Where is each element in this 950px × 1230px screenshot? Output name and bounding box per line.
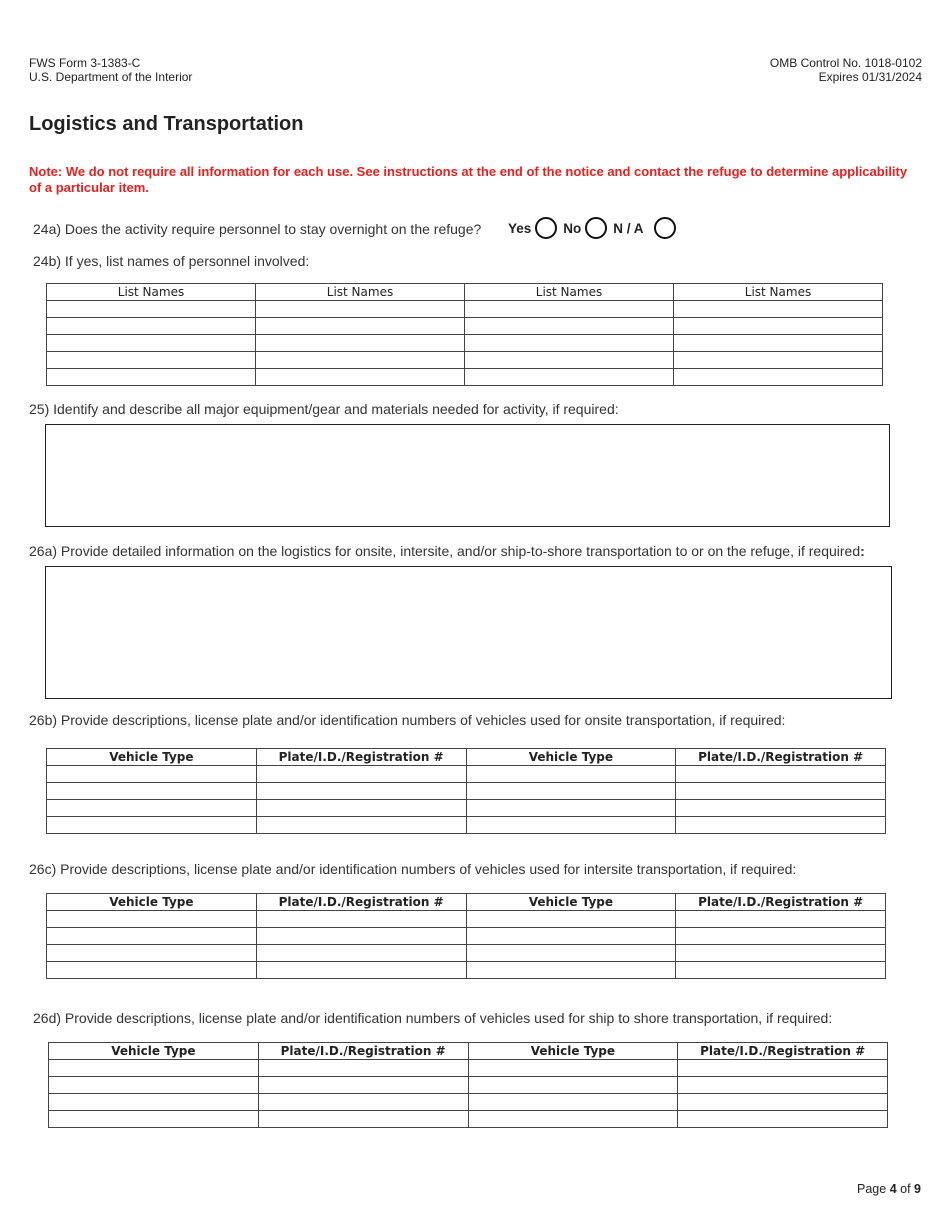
table-cell[interactable] xyxy=(47,817,257,834)
column-header: Plate/I.D./Registration # xyxy=(676,894,886,911)
table-row xyxy=(47,962,886,979)
table-cell[interactable] xyxy=(49,1111,259,1128)
equipment-description-textarea[interactable] xyxy=(45,424,890,527)
table-cell[interactable] xyxy=(49,1077,259,1094)
table-cell[interactable] xyxy=(465,318,674,335)
question-24a: 24a) Does the activity require personnel to stay overnight on the refuge? xyxy=(33,221,482,237)
department-name: U.S. Department of the Interior xyxy=(29,70,193,84)
table-cell[interactable] xyxy=(256,928,466,945)
table-cell[interactable] xyxy=(465,335,674,352)
table-cell[interactable] xyxy=(466,766,676,783)
column-header: Vehicle Type xyxy=(49,1043,259,1060)
table-cell[interactable] xyxy=(47,962,257,979)
table-cell[interactable] xyxy=(256,817,466,834)
table-cell[interactable] xyxy=(466,962,676,979)
table-cell[interactable] xyxy=(676,817,886,834)
column-header: Plate/I.D./Registration # xyxy=(678,1043,888,1060)
column-header: Vehicle Type xyxy=(47,894,257,911)
table-cell[interactable] xyxy=(674,318,883,335)
column-header: List Names xyxy=(256,284,465,301)
table-cell[interactable] xyxy=(674,369,883,386)
radio-label-no: No xyxy=(563,220,582,236)
page-title: Logistics and Transportation xyxy=(29,113,304,135)
table-cell[interactable] xyxy=(466,945,676,962)
table-cell[interactable] xyxy=(47,800,257,817)
table-row xyxy=(47,301,883,318)
radio-label-yes: Yes xyxy=(508,220,532,236)
column-header: List Names xyxy=(465,284,674,301)
column-header: Plate/I.D./Registration # xyxy=(256,749,466,766)
table-cell[interactable] xyxy=(466,928,676,945)
table-row xyxy=(49,1060,888,1077)
table-cell[interactable] xyxy=(678,1077,888,1094)
form-header-left xyxy=(29,56,192,84)
table-cell[interactable] xyxy=(468,1060,678,1077)
table-cell[interactable] xyxy=(468,1111,678,1128)
table-cell[interactable] xyxy=(256,335,465,352)
table-cell[interactable] xyxy=(468,1094,678,1111)
table-cell[interactable] xyxy=(258,1094,468,1111)
logistics-description-textarea[interactable] xyxy=(45,566,892,699)
table-cell[interactable] xyxy=(674,301,883,318)
page-of: of xyxy=(900,1182,911,1196)
table-row xyxy=(47,335,883,352)
table-cell[interactable] xyxy=(47,911,257,928)
page-prefix: Page xyxy=(857,1182,887,1196)
ship-to-shore-vehicles-table xyxy=(48,1042,888,1128)
column-header: Vehicle Type xyxy=(47,749,257,766)
table-row xyxy=(49,1077,888,1094)
form-id: FWS Form 3-1383-C xyxy=(29,56,141,70)
table-cell[interactable] xyxy=(49,1060,259,1077)
column-header: Plate/I.D./Registration # xyxy=(676,749,886,766)
table-row xyxy=(47,945,886,962)
table-cell[interactable] xyxy=(676,945,886,962)
question-26a xyxy=(29,543,865,559)
table-cell[interactable] xyxy=(676,783,886,800)
table-cell[interactable] xyxy=(258,1111,468,1128)
table-cell[interactable] xyxy=(465,369,674,386)
table-cell[interactable] xyxy=(256,962,466,979)
table-header-row xyxy=(49,1043,888,1060)
column-header: List Names xyxy=(674,284,883,301)
table-cell[interactable] xyxy=(678,1094,888,1111)
question-26a-colon: : xyxy=(860,543,865,559)
table-header-row xyxy=(47,749,886,766)
table-cell[interactable] xyxy=(258,1060,468,1077)
table-cell[interactable] xyxy=(678,1111,888,1128)
table-cell[interactable] xyxy=(256,945,466,962)
table-cell[interactable] xyxy=(256,911,466,928)
table-row xyxy=(49,1111,888,1128)
intersite-vehicles-table xyxy=(46,893,886,979)
table-cell[interactable] xyxy=(256,318,465,335)
table-cell[interactable] xyxy=(678,1060,888,1077)
table-cell[interactable] xyxy=(47,335,256,352)
table-cell[interactable] xyxy=(676,962,886,979)
table-cell[interactable] xyxy=(466,800,676,817)
table-cell[interactable] xyxy=(676,800,886,817)
table-header-row xyxy=(47,894,886,911)
table-header-row xyxy=(47,284,883,301)
table-row xyxy=(47,911,886,928)
radio-label-na: N / A xyxy=(613,220,644,236)
page-current: 4 xyxy=(889,1182,897,1196)
table-cell[interactable] xyxy=(47,318,256,335)
column-header: Plate/I.D./Registration # xyxy=(256,894,466,911)
table-cell[interactable] xyxy=(674,352,883,369)
page-total: 9 xyxy=(914,1182,921,1196)
table-cell[interactable] xyxy=(676,928,886,945)
question-26b: 26b) Provide descriptions, license plate and/or identification numbers of vehicles used for onsite transportation, if required: xyxy=(29,712,786,728)
onsite-vehicles-table xyxy=(46,748,886,834)
table-cell[interactable] xyxy=(47,783,257,800)
table-cell[interactable] xyxy=(466,911,676,928)
instruction-note: Note: We do not require all information for each use. See instructions at the end of the notice and contact the refuge to determine applicability of a particular item. xyxy=(29,164,908,195)
overnight-radio-group xyxy=(508,217,682,239)
table-cell[interactable] xyxy=(47,766,257,783)
table-row xyxy=(47,369,883,386)
table-cell[interactable] xyxy=(47,352,256,369)
table-row xyxy=(47,800,886,817)
table-cell[interactable] xyxy=(466,783,676,800)
column-header: Vehicle Type xyxy=(466,749,676,766)
table-cell[interactable] xyxy=(256,301,465,318)
question-26a-text: 26a) Provide detailed information on the logistics for onsite, intersite, and/or ship-to-shore transportation to or on the refuge, if required xyxy=(29,543,861,559)
table-row xyxy=(47,783,886,800)
table-cell[interactable] xyxy=(47,369,256,386)
question-25: 25) Identify and describe all major equipment/gear and materials needed for activity, if required: xyxy=(29,401,619,417)
question-26d: 26d) Provide descriptions, license plate and/or identification numbers of vehicles used for ship to shore transportation, if required: xyxy=(33,1010,833,1026)
table-row xyxy=(47,766,886,783)
column-header: Vehicle Type xyxy=(466,894,676,911)
table-row xyxy=(47,928,886,945)
radio-na[interactable] xyxy=(654,217,676,239)
table-cell[interactable] xyxy=(256,800,466,817)
column-header: Vehicle Type xyxy=(468,1043,678,1060)
table-cell[interactable] xyxy=(47,945,257,962)
table-cell[interactable] xyxy=(674,335,883,352)
question-26c: 26c) Provide descriptions, license plate and/or identification numbers of vehicles used for intersite transportation, if required: xyxy=(29,861,797,877)
table-cell[interactable] xyxy=(256,766,466,783)
table-row xyxy=(47,352,883,369)
table-cell[interactable] xyxy=(468,1077,678,1094)
table-row xyxy=(47,318,883,335)
table-cell[interactable] xyxy=(256,352,465,369)
table-row xyxy=(49,1094,888,1111)
table-cell[interactable] xyxy=(47,301,256,318)
column-header: Plate/I.D./Registration # xyxy=(258,1043,468,1060)
table-cell[interactable] xyxy=(465,352,674,369)
table-row xyxy=(47,817,886,834)
form-header-right xyxy=(770,56,922,84)
personnel-names-table xyxy=(46,283,883,386)
question-24b: 24b) If yes, list names of personnel involved: xyxy=(33,253,310,269)
page-number xyxy=(857,1182,921,1196)
column-header: List Names xyxy=(47,284,256,301)
table-cell[interactable] xyxy=(258,1077,468,1094)
table-cell[interactable] xyxy=(676,766,886,783)
table-cell[interactable] xyxy=(49,1094,259,1111)
table-cell[interactable] xyxy=(466,817,676,834)
table-cell[interactable] xyxy=(47,928,257,945)
table-cell[interactable] xyxy=(256,369,465,386)
omb-control-number: OMB Control No. 1018-0102 xyxy=(769,56,922,70)
table-cell[interactable] xyxy=(465,301,674,318)
radio-no[interactable] xyxy=(585,217,607,239)
expiration-date: Expires 01/31/2024 xyxy=(818,70,922,84)
radio-yes[interactable] xyxy=(535,217,557,239)
table-cell[interactable] xyxy=(256,783,466,800)
table-cell[interactable] xyxy=(676,911,886,928)
